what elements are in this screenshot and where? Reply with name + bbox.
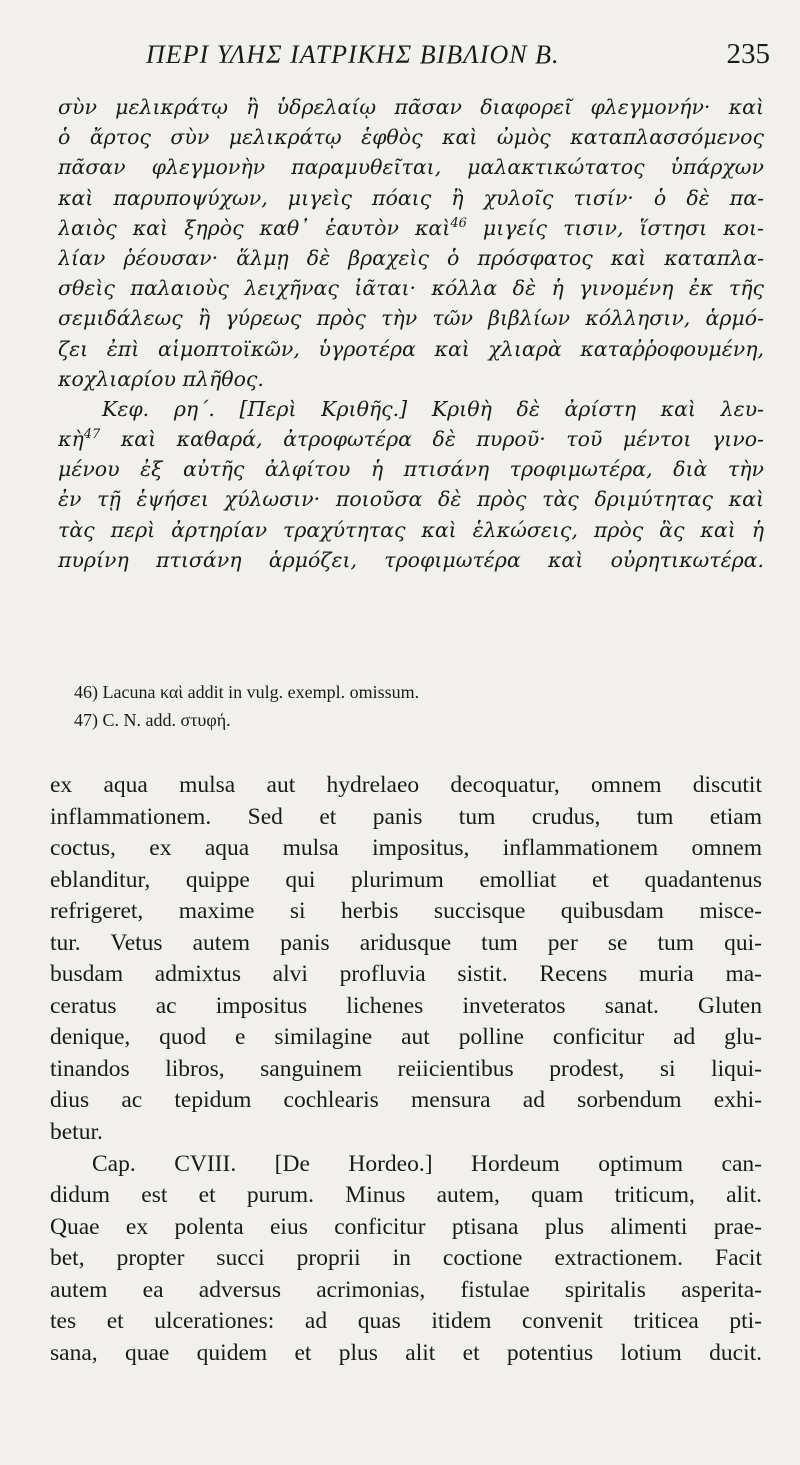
note-reference-46: 46 <box>450 215 467 231</box>
latin-line: ex aqua mulsa aut hydrelaeo decoquatur, omnem discutit <box>50 772 762 798</box>
greek-line: ἐν τῇ ἑψήσει χύλωσιν· ποιοῦσα δὲ πρὸς τὰς δριμύτητας καὶ <box>58 487 764 512</box>
greek-line: πᾶσαν φλεγμονὴν παραμυθεῖται, μαλακτικώτατος ὑπάρχων <box>58 155 764 180</box>
latin-line: autem ea adversus acrimonias, fistulae spiritalis asperita- <box>50 1276 762 1303</box>
latin-line: eblanditur, quippe qui plurimum emolliat et quadantenus <box>50 866 762 893</box>
note-reference-47: 47 <box>83 427 101 443</box>
greek-line: λίαν ῥέουσαν· ἅλμῃ δὲ βραχεὶς ὁ πρόσφατος καὶ καταπλα- <box>58 245 764 270</box>
greek-line: τὰς περὶ ἀρτηρίαν τραχύτητας καὶ ἑλκώσεις, πρὸς ἃς καὶ ἡ <box>58 517 764 542</box>
latin-line: dius ac tepidum cochlearis mensura ad sorbendum exhi- <box>50 1087 762 1114</box>
running-title: ΠΕΡΙ ΥΛΗΣ ΙΑΤΡΙΚΗΣ ΒΙΒΛΙΟΝ Β. <box>146 40 560 69</box>
chapter-heading-latin: Cap. CVIII. [De Hordeo.] Hordeum optimum can- <box>92 1150 762 1177</box>
greek-line: σθεὶς παλαιοὺς λειχῆνας ἰᾶται· κόλλα δὲ ἡ γινομένη ἐκ τῆς <box>58 276 764 301</box>
latin-line: bet, propter succi proprii in coctione extractionem. Facit <box>50 1245 762 1272</box>
latin-line: tes et ulcerationes: ad quas itidem convenit triticea pti- <box>50 1308 762 1335</box>
latin-line: busdam admixtus alvi profluvia sistit. Recens muria ma- <box>50 961 762 988</box>
latin-text <box>50 770 762 1369</box>
footnotes <box>74 678 754 734</box>
latin-line: sana, quae quidem et plus alit et potentius lotium ducit. <box>50 1339 762 1366</box>
latin-line: coctus, ex aqua mulsa impositus, inflammationem omnem <box>50 835 762 862</box>
greek-line-part: κὴ <box>58 427 84 452</box>
latin-line: betur. <box>50 1119 103 1146</box>
latin-line: Quae ex polenta eius conficitur ptisana plus alimenti prae- <box>50 1213 762 1240</box>
page-number: 235 <box>726 38 770 70</box>
latin-line: tinandos libros, sanguinem reiicientibus prodest, si liqui- <box>50 1055 762 1082</box>
greek-line-part: καὶ καθαρά, ἀτροφωτέρα δὲ πυροῦ· τοῦ μέντοι γινο- <box>120 427 764 452</box>
greek-line-part: μιγείς τισιν, ἵστησι κοι- <box>482 215 764 240</box>
greek-line: σεμιδάλεως ἢ γύρεως πρὸς τὴν τῶν βιβλίων κόλλησιν, ἁρμό- <box>58 306 764 331</box>
latin-line: refrigeret, maxime si herbis succisque quibusdam misce- <box>50 898 762 925</box>
latin-line: tur. Vetus autem panis aridusque tum per se tum qui- <box>50 929 762 956</box>
footnote-46: 46) Lacuna καὶ addit in vulg. exempl. omissum. <box>74 682 420 702</box>
greek-text <box>58 92 764 575</box>
latin-line: ceratus ac impositus lichenes inveteratos sanat. Gluten <box>50 992 762 1019</box>
chapter-heading-greek: Κεφ. ρη΄. [Περὶ Κριθῆς.] Κριθὴ δὲ ἀρίστη καὶ λευ- <box>102 396 764 421</box>
greek-line: καὶ παρυποψύχων, μιγεὶς πόαις ἢ χυλοῖς τισίν· ὁ δὲ πα- <box>58 185 764 210</box>
greek-line <box>58 424 764 454</box>
latin-line: inflammationem. Sed et panis tum crudus, tum etiam <box>50 803 762 830</box>
greek-line-part: λαιὸς καὶ ξηρὸς καθ᾽ ἑαυτὸν καὶ <box>58 215 451 240</box>
page-header <box>50 40 770 80</box>
greek-line: ζει ἐπὶ αἱμοπτοϊκῶν, ὑγροτέρα καὶ χλιαρὰ καταῤῥοφουμένη, <box>58 336 764 361</box>
latin-line: didum est et purum. Minus autem, quam triticum, alit. <box>50 1182 762 1209</box>
greek-line: μένου ἐξ αὐτῆς ἀλφίτου ἡ πτισάνη τροφιμωτέρα, διὰ τὴν <box>58 457 764 482</box>
greek-line <box>58 213 764 243</box>
latin-line: denique, quod e similagine aut polline conficitur ad glu- <box>50 1024 762 1051</box>
greek-line: πυρίνη πτισάνη ἁρμόζει, τροφιμωτέρα καὶ οὐρητικωτέρα. <box>58 547 764 572</box>
greek-line: κοχλιαρίου πλῆθος. <box>58 366 264 391</box>
greek-line: ὁ ἄρτος σὺν μελικράτῳ ἑφθὸς καὶ ὠμὸς καταπλασσόμενος <box>58 125 764 150</box>
greek-line: σὺν μελικράτῳ ἢ ὑδρελαίῳ πᾶσαν διαφορεῖ φλεγμονήν· καὶ <box>58 95 764 119</box>
footnote-47: 47) C. N. add. στυφή. <box>74 710 231 730</box>
